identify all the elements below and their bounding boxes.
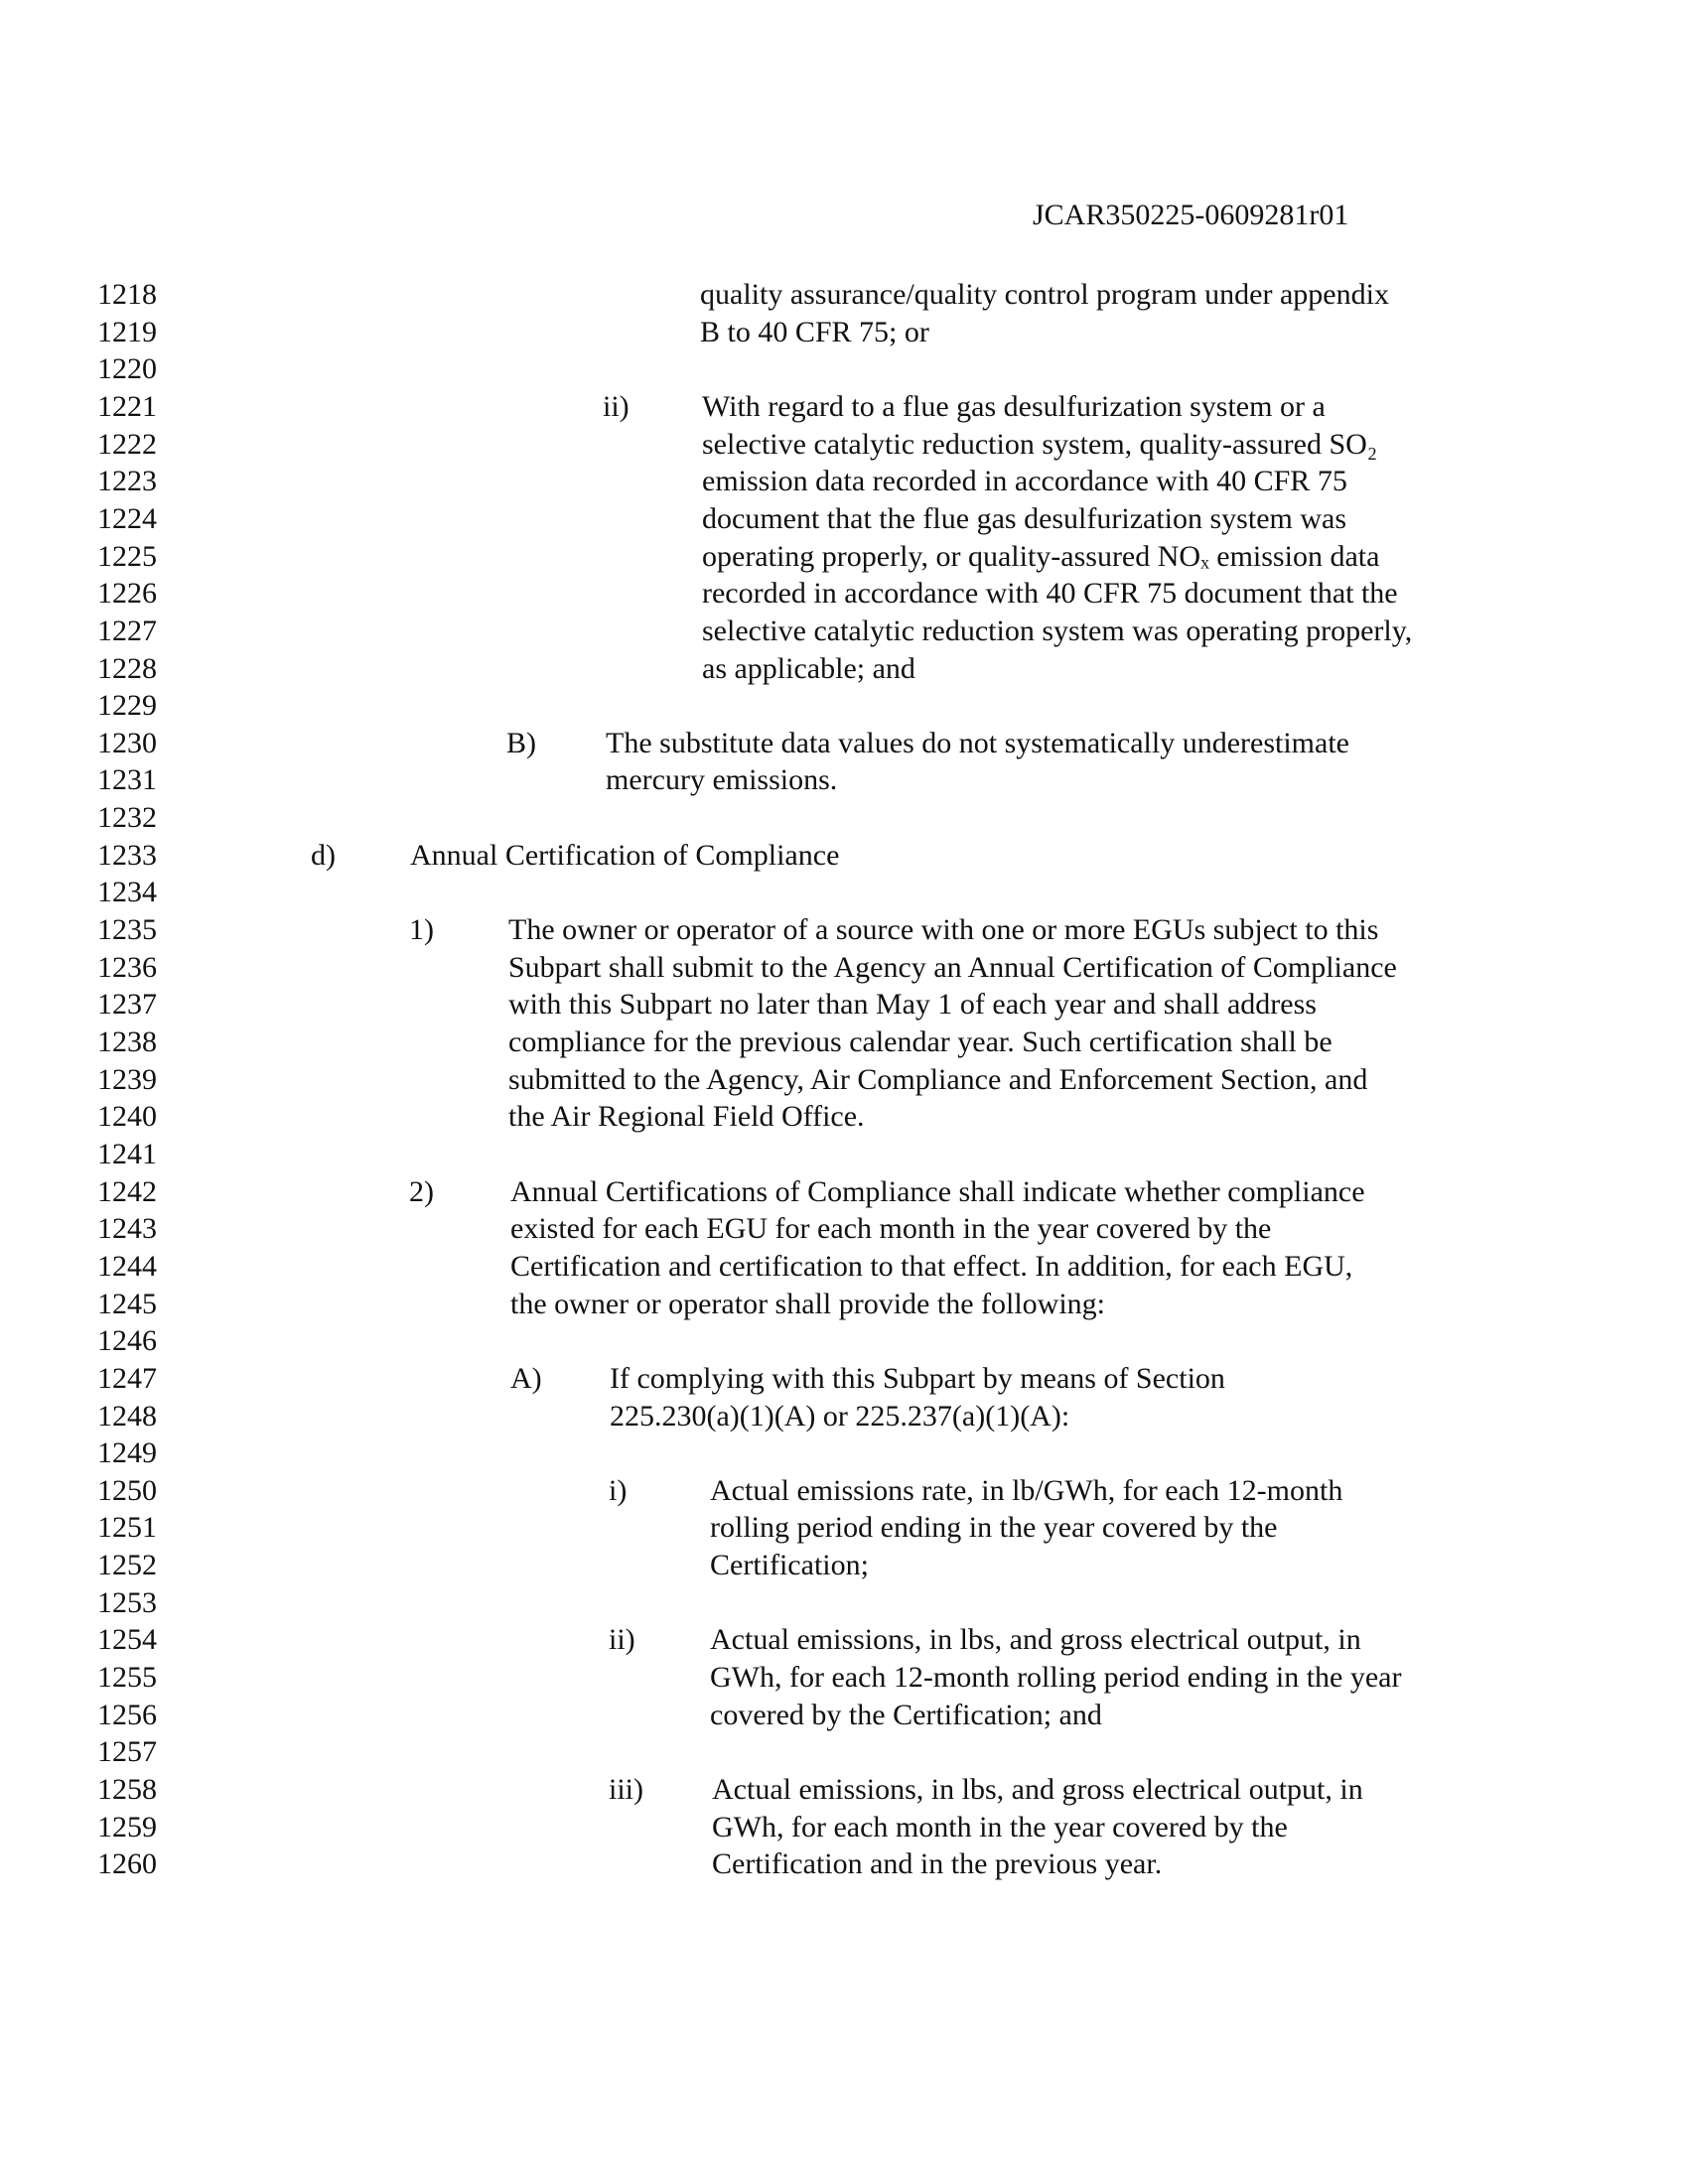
document-line [0,388,1684,426]
line-number: 1239 [97,1062,157,1096]
document-line [0,1434,1684,1472]
line-number: 1234 [97,876,157,909]
line-number: 1259 [97,1810,157,1843]
document-line [0,874,1684,911]
line-number: 1223 [97,465,157,498]
line-text: as applicable; and [702,651,915,685]
line-text: Subpart shall submit to the Agency an Annual Certification of Compliance [508,950,1397,984]
document-line [0,1771,1684,1809]
document-line [0,911,1684,949]
document-line [0,799,1684,837]
document-line [0,1173,1684,1211]
line-number: 1253 [97,1585,157,1619]
line-text: submitted to the Agency, Air Compliance and Enforcement Section, and [508,1062,1368,1096]
line-number: 1228 [97,651,157,685]
line-number: 1235 [97,913,157,947]
line-text: Actual emissions, in lbs, and gross electrical output, in [710,1623,1361,1657]
document-line [0,575,1684,613]
line-number: 1249 [97,1436,157,1470]
item-label: 1) [409,913,434,947]
document-line [0,1398,1684,1435]
item-label: A) [510,1361,542,1395]
line-number: 1247 [97,1361,157,1395]
document-line [0,1210,1684,1248]
line-text: operating properly, or quality-assured NOₓ emission data [702,539,1380,573]
document-line [0,1733,1684,1771]
line-text: Annual Certification of Compliance [410,838,840,872]
line-number: 1227 [97,614,157,647]
line-text: Certification and in the previous year. [712,1847,1163,1881]
line-number: 1257 [97,1735,157,1769]
line-text: selective catalytic reduction system, quality-assured SO₂ [702,427,1378,461]
line-text: rolling period ending in the year covered by the [710,1511,1278,1545]
document-line [0,837,1684,875]
document-line [0,350,1684,388]
line-number: 1240 [97,1100,157,1134]
document-line [0,949,1684,987]
line-text: existed for each EGU for each month in the year covered by the [510,1212,1272,1246]
document-line [0,1360,1684,1398]
document-line [0,1659,1684,1697]
document-line [0,1547,1684,1584]
document-line [0,761,1684,799]
line-text: 225.230(a)(1)(A) or 225.237(a)(1)(A): [610,1399,1070,1433]
line-number: 1256 [97,1698,157,1731]
line-number: 1226 [97,577,157,611]
line-text: document that the flue gas desulfurization system was [702,501,1346,535]
document-line [0,426,1684,464]
document-line [0,463,1684,500]
line-text: Certification; [710,1549,869,1582]
document-line [0,725,1684,762]
line-text: with this Subpart no later than May 1 of each year and shall address [508,988,1317,1022]
line-text: Annual Certifications of Compliance shall indicate whether compliance [510,1174,1365,1208]
line-text: covered by the Certification; and [710,1698,1102,1731]
document-line [0,1621,1684,1659]
line-number: 1251 [97,1511,157,1545]
line-text: If complying with this Subpart by means of Section [610,1361,1225,1395]
line-text: Actual emissions, in lbs, and gross electrical output, in [712,1773,1363,1806]
document-line [0,1509,1684,1547]
item-label: iii) [609,1773,643,1806]
line-number: 1224 [97,501,157,535]
line-number: 1222 [97,427,157,461]
document-line [0,1809,1684,1846]
line-text: The substitute data values do not systematically underestimate [606,726,1349,759]
document-line [0,1061,1684,1099]
line-text: emission data recorded in accordance with 40 CFR 75 [702,465,1347,498]
line-text: the owner or operator shall provide the following: [510,1287,1106,1320]
line-number: 1238 [97,1025,157,1058]
line-number: 1230 [97,726,157,759]
line-text: B to 40 CFR 75; or [700,315,929,348]
line-text: the Air Regional Field Office. [508,1100,865,1134]
line-number: 1245 [97,1287,157,1320]
document-line [0,1098,1684,1136]
document-line [0,1024,1684,1061]
line-text: Actual emissions rate, in lb/GWh, for each 12-month [710,1473,1343,1507]
item-label: 2) [409,1174,434,1208]
document-line [0,1845,1684,1883]
document-line [0,1248,1684,1286]
line-text: The owner or operator of a source with one or more EGUs subject to this [508,913,1379,947]
line-text: GWh, for each 12-month rolling period ending in the year [710,1661,1402,1695]
document-line [0,276,1684,314]
line-number: 1248 [97,1399,157,1433]
line-number: 1250 [97,1473,157,1507]
line-number: 1260 [97,1847,157,1881]
line-text: recorded in accordance with 40 CFR 75 document that the [702,577,1398,611]
line-text: Certification and certification to that effect. In addition, for each EGU, [510,1249,1353,1283]
document-line [0,538,1684,576]
line-number: 1254 [97,1623,157,1657]
line-number: 1243 [97,1212,157,1246]
document-line [0,1584,1684,1622]
document-line [0,314,1684,351]
line-number: 1233 [97,838,157,872]
line-number: 1241 [97,1137,157,1170]
document-line [0,1286,1684,1323]
item-label: i) [609,1473,628,1507]
line-number: 1244 [97,1249,157,1283]
document-line [0,1136,1684,1173]
line-number: 1219 [97,315,157,348]
document-line [0,1472,1684,1510]
line-text: GWh, for each month in the year covered by the [712,1810,1288,1843]
item-label: ii) [609,1623,635,1657]
item-label: d) [311,838,336,872]
line-text: mercury emissions. [606,763,838,797]
document-line [0,986,1684,1024]
document-line [0,687,1684,725]
line-number: 1255 [97,1661,157,1695]
document-line [0,613,1684,650]
line-number: 1252 [97,1549,157,1582]
document-line [0,1697,1684,1734]
document-id: JCAR350225-0609281r01 [1033,199,1349,231]
line-number: 1242 [97,1174,157,1208]
line-number: 1236 [97,950,157,984]
line-text: selective catalytic reduction system was operating properly, [702,614,1413,647]
document-line [0,500,1684,538]
line-number: 1229 [97,689,157,723]
line-text: quality assurance/quality control program under appendix [700,278,1389,311]
line-number: 1221 [97,389,157,423]
document-line [0,650,1684,688]
item-label: ii) [603,389,630,423]
line-text: With regard to a flue gas desulfurization system or a [702,389,1326,423]
line-number: 1237 [97,988,157,1022]
line-number: 1232 [97,801,157,835]
line-number: 1246 [97,1324,157,1358]
line-number: 1220 [97,352,157,386]
line-number: 1218 [97,278,157,311]
line-text: compliance for the previous calendar year. Such certification shall be [508,1025,1333,1058]
document-line [0,1322,1684,1360]
line-number: 1225 [97,539,157,573]
item-label: B) [506,726,536,759]
line-number: 1258 [97,1773,157,1806]
line-number: 1231 [97,763,157,797]
